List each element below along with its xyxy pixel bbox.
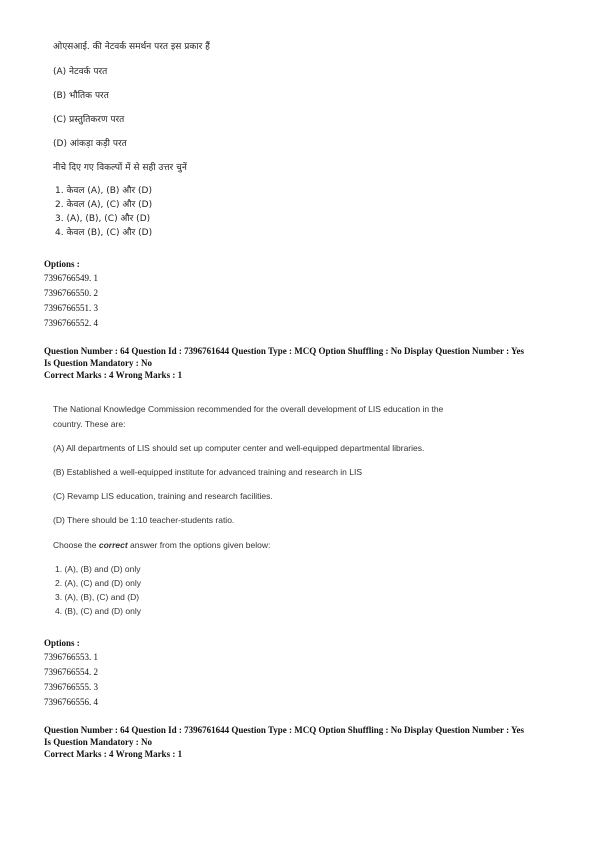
english-choice-3: 3. (A), (B), (C) and (D): [55, 592, 140, 602]
hindi-item-b: (B) भौतिक परत: [53, 91, 109, 101]
meta-1-line1: Question Number : 64 Question Id : 7396761644 Question Type : MCQ Option Shuffling : No Display Question Number : Yes: [44, 346, 525, 356]
option-id-1: 7396766549. 1: [44, 273, 98, 283]
english-choice-2: 2. (A), (C) and (D) only: [55, 578, 141, 588]
hindi-item-c: (C) प्रस्तुतिकरण परत: [53, 115, 125, 125]
meta-2-line2: Is Question Mandatory : No: [44, 737, 153, 747]
meta-2-line3: Correct Marks : 4 Wrong Marks : 1: [44, 749, 183, 759]
instruction-pre: Choose the: [53, 540, 99, 550]
meta-1-line2: Is Question Mandatory : No: [44, 358, 153, 368]
english-choice-4: 4. (B), (C) and (D) only: [55, 606, 141, 616]
hindi-choice-3: 3. (A), (B), (C) और (D): [55, 214, 151, 224]
english-item-b: (B) Established a well-equipped institute for advanced training and research in LIS: [53, 467, 363, 477]
english-item-c: (C) Revamp LIS education, training and research facilities.: [53, 491, 273, 501]
hindi-instruction: नीचे दिए गए विकल्पों में से सही उत्तर चुनें: [53, 163, 187, 173]
options-label-1: Options :: [44, 259, 80, 269]
option-id-6: 7396766554. 2: [44, 667, 98, 677]
option-id-3: 7396766551. 3: [44, 303, 98, 313]
english-choice-1: 1. (A), (B) and (D) only: [55, 564, 141, 574]
english-item-d: (D) There should be 1:10 teacher-students ratio.: [53, 515, 235, 525]
option-id-8: 7396766556. 4: [44, 697, 98, 707]
english-stem-line1: The National Knowledge Commission recommended for the overall development of LIS education in the: [53, 404, 444, 414]
option-id-2: 7396766550. 2: [44, 288, 98, 298]
english-item-a: (A) All departments of LIS should set up computer center and well-equipped departmental libraries.: [53, 443, 425, 453]
hindi-choice-2: 2. केवल (A), (C) और (D): [55, 200, 153, 210]
option-id-4: 7396766552. 4: [44, 318, 98, 328]
meta-1-line3: Correct Marks : 4 Wrong Marks : 1: [44, 370, 183, 380]
instruction-post: answer from the options given below:: [127, 540, 271, 550]
hindi-choice-1: 1. केवल (A), (B) और (D): [55, 186, 152, 196]
options-label-2: Options :: [44, 638, 80, 648]
hindi-choice-4: 4. केवल (B), (C) और (D): [55, 228, 153, 238]
option-id-7: 7396766555. 3: [44, 682, 98, 692]
hindi-choice-list: [55, 184, 555, 240]
meta-2-line1: Question Number : 64 Question Id : 7396761644 Question Type : MCQ Option Shuffling : No Display Question Number : Yes: [44, 725, 525, 735]
english-stem-line2: country. These are:: [53, 419, 126, 429]
hindi-item-d: (D) आंकड़ा कड़ी परत: [53, 139, 127, 149]
instruction-emphasis: correct: [98, 540, 128, 550]
option-id-5: 7396766553. 1: [44, 652, 98, 662]
english-instruction: [53, 540, 270, 550]
hindi-item-a: (A) नेटवर्क परत: [53, 67, 108, 77]
hindi-stem: ओएसआई. की नेटवर्क समर्थन परत इस प्रकार हैं: [53, 42, 210, 52]
